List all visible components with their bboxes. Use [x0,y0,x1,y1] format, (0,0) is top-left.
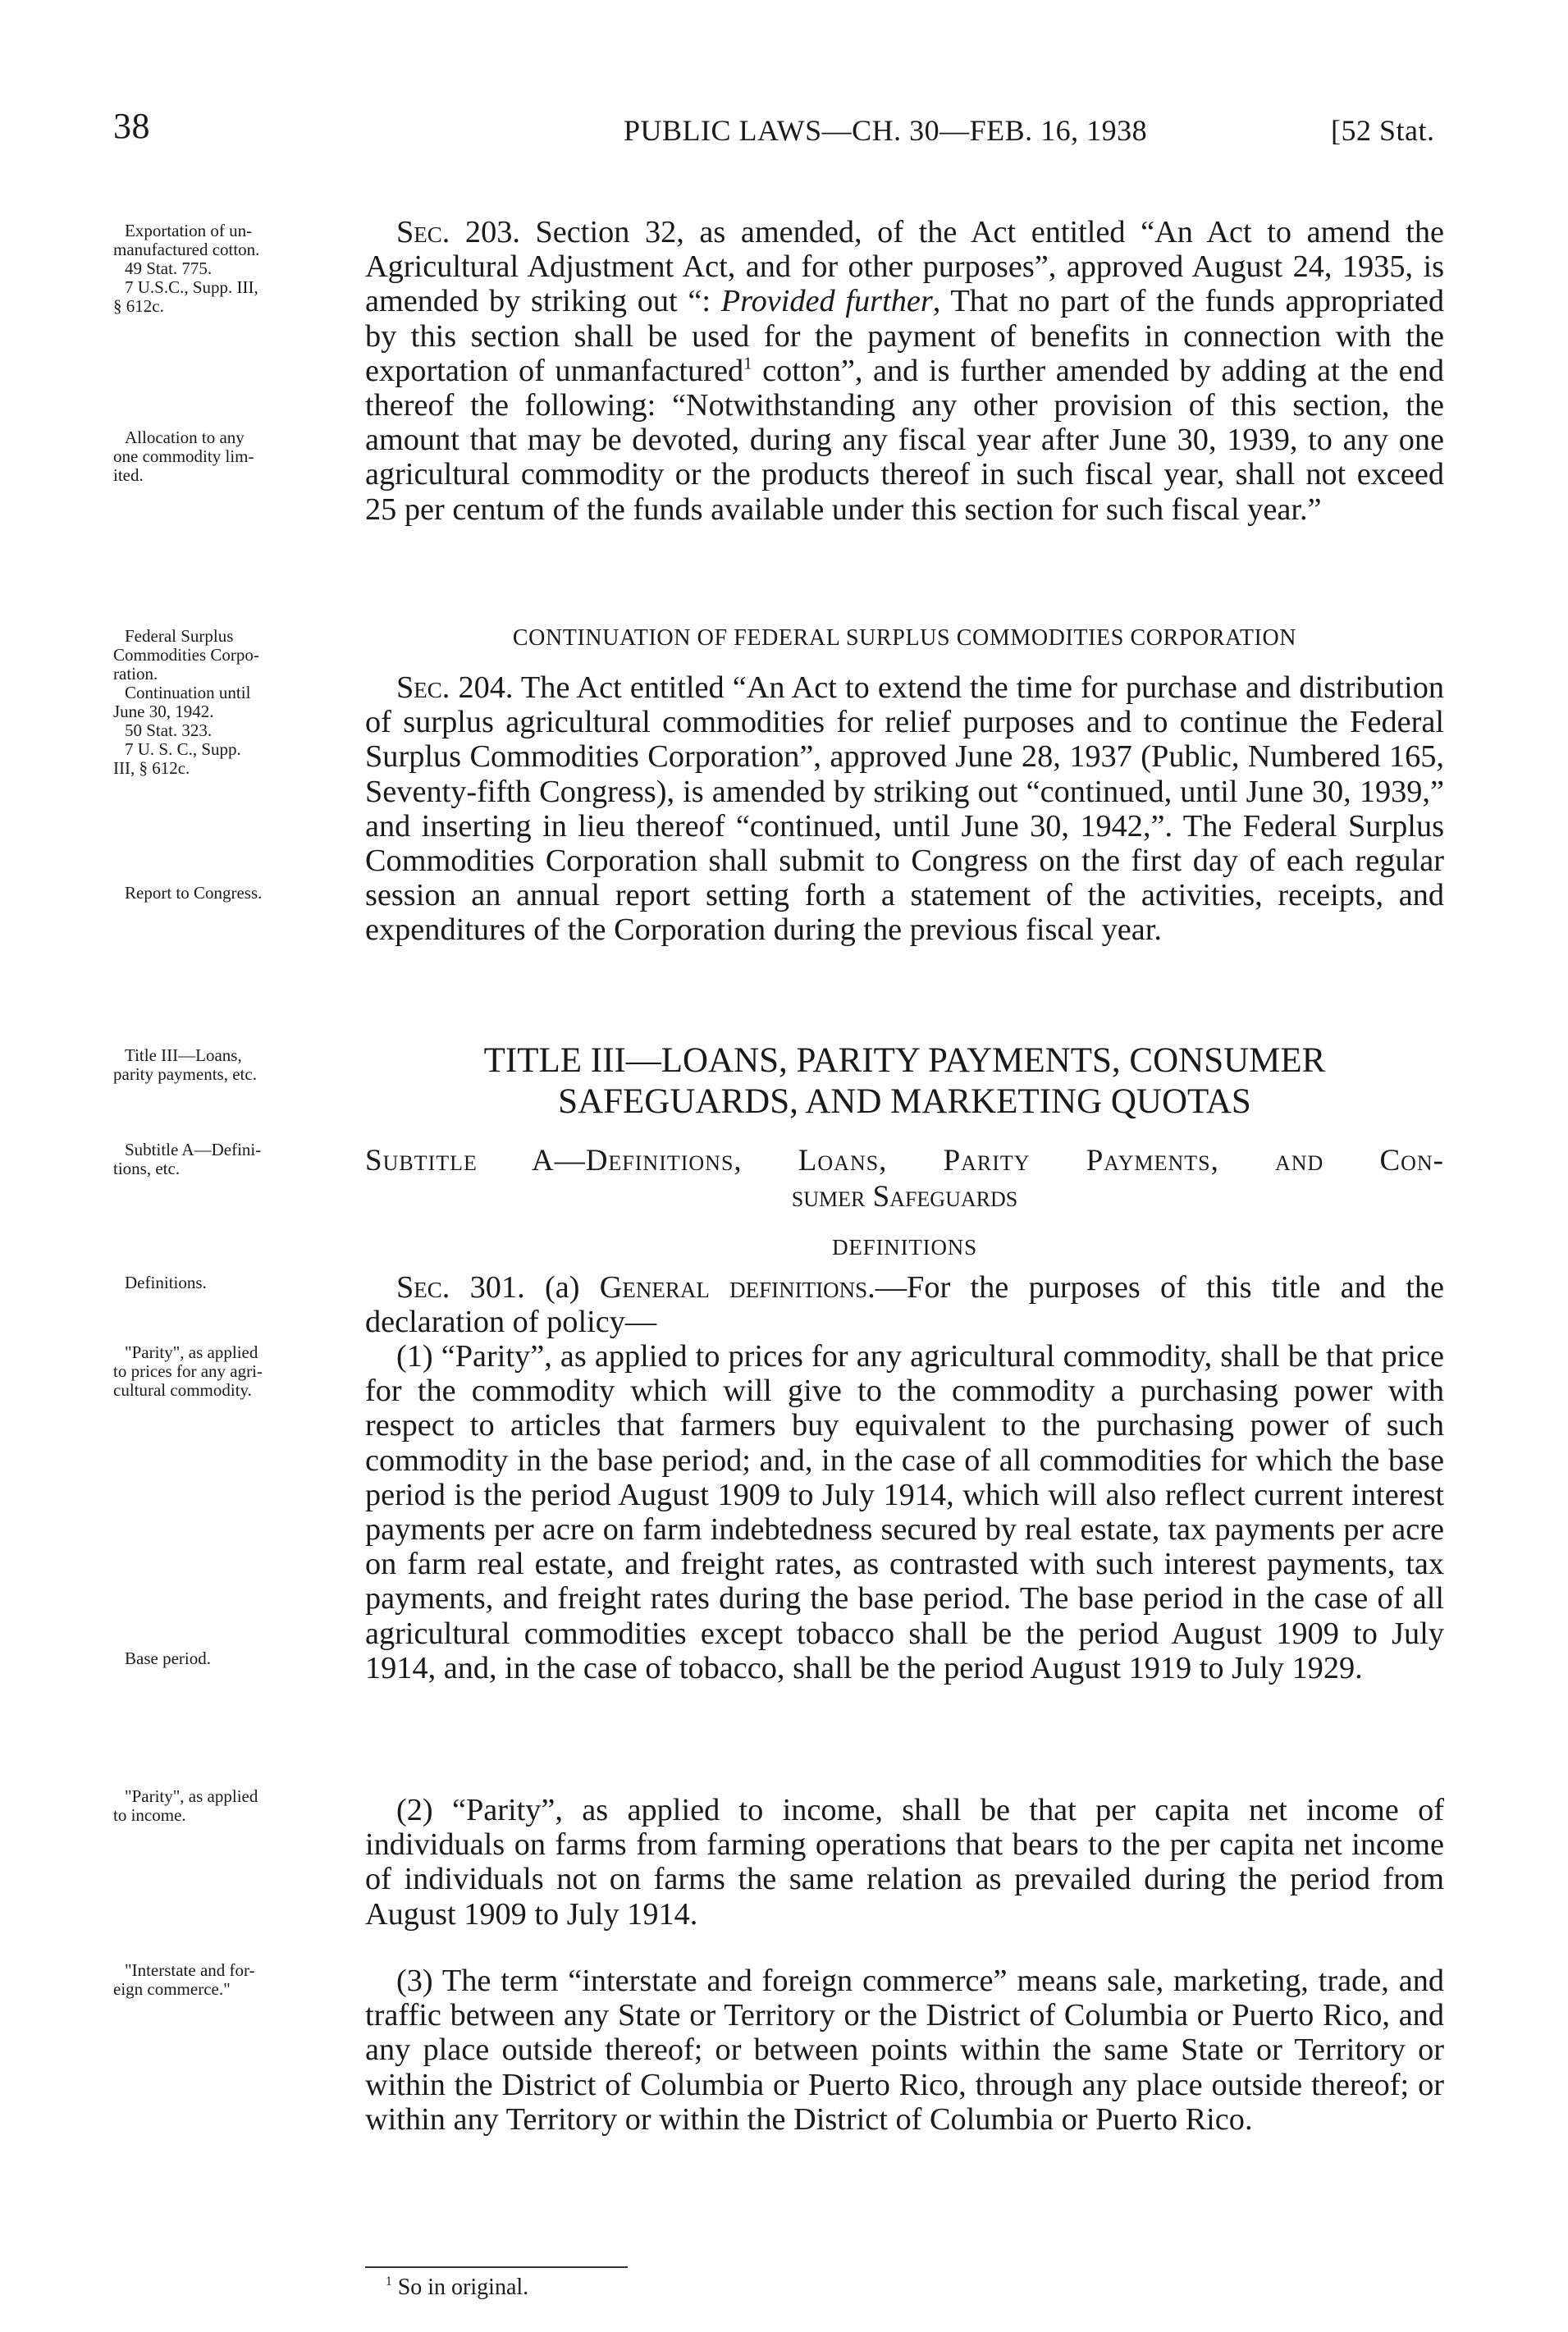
paragraph-3-interstate-commerce: (3) The term “interstate and foreign commerce” means sale, marketing, trade, and traffic between any State or Territory or the District of Columbia or Puerto Rico, and any place outside thereof; or between points within the same State or Territory or within the District of Columbia or Puerto Rico, through any place outside thereof; or within any Territory or within the District of Columbia or Puerto Rico. [365,1964,1444,2137]
subtitle-a-heading: Subtitle A—Definitions, Loans, Parity Payments, and Con- sumer Safeguards [365,1144,1444,1214]
footnote-ref: 1 [743,353,752,373]
paragraph-1-parity-prices: (1) “Parity”, as applied to prices for any agricultural commodity, shall be that price for the commodity which will give to the commodity a purchasing power with respect to articles that farmers buy equivalent to the purchasing power of such commodity in the base period; and, in the case of all commodities for which the base period is the period August 1909 to July 1914, which will also reflect current interest payments per acre on farm indebtedness secured by real estate, tax payments per acre on farm real estate, and freight rates, as contrasted with such interest payments, tax payments, and freight rates during the base period. The base period in the case of all agricultural commodities except tobacco shall be the period August 1909 to July 1914, and, in the case of tobacco, shall be the period August 1919 to July 1929. [365,1339,1444,1685]
margin-note-definitions: Definitions. [125,1273,207,1292]
fscc-heading: CONTINUATION OF FEDERAL SURPLUS COMMODITIES CORPORATION [512,625,1297,651]
section-203: Sec. 203. Section 32, as amended, of the Act entitled “An Act to amend the Agricultural Adjustment Act, and for other purposes”, approved August 24, 1935, is amended by striking out “: Provided further, That no part of the funds appropriated by this section shall be used for the payment of benefits in connection with the exportation of unmanfactured$^1$ cotton”, and is further amended by adding at the end thereof the following: “Notwithstanding any other provision of this section, the amount that may be devoted, during any fiscal year after June 30, 1939, to any one agricultural commodity or the products thereof in such fiscal year, shall not exceed 25 per centum of the funds available under this section for such fiscal year.” [365,215,1444,527]
margin-note-subtitle-a: Subtitle A—Defini- tions, etc. [113,1140,262,1178]
section-301-label: Sec. 301. [396,1270,525,1305]
section-203-label: Sec. 203. [396,215,520,249]
paragraph-2-parity-income: (2) “Parity”, as applied to income, shall be that per capita net income of individuals on farms from farming operations that bears to the per capita net income of individuals not on farms the same relation as prevailed during the period from August 1909 to July 1914. [365,1793,1444,1932]
page-number: 38 [113,106,150,146]
footnote-rule [365,2266,628,2268]
volume-reference: [52 Stat. [1331,114,1435,147]
section-204-label: Sec. 204. [396,670,514,705]
margin-note-title3: Title III—Loans, parity payments, etc. [113,1045,257,1084]
running-title: PUBLIC LAWS—CH. 30—FEB. 16, 1938 [624,114,1148,147]
title-iii-heading: TITLE III—LOANS, PARITY PAYMENTS, CONSUMER SAFEGUARDS, AND MARKETING QUOTAS [483,1041,1326,1121]
section-301: Sec. 301. (a) General definitions.—For the purposes of this title and the declaration of policy— [365,1270,1444,1340]
definitions-heading: DEFINITIONS [832,1235,977,1260]
footnote: $^1$ So in original. [386,2275,529,2300]
margin-note-base-period: Base period. [125,1648,211,1668]
margin-note-report: Report to Congress. [125,883,263,903]
margin-note-interstate: "Interstate and for- eign commerce." [113,1960,255,1999]
section-204: Sec. 204. The Act entitled “An Act to extend the time for purchase and distribution of surplus agricultural commodities for relief purposes and to continue the Federal Surplus Commodities Corporation”, approved June 28, 1937 (Public, Numbered 165, Seventy-fifth Congress), is amended by striking out “continued, until June 30, 1939,” and inserting in lieu thereof “continued, until June 30, 1942,”. The Federal Surplus Commodities Corporation shall submit to Congress on the first day of each regular session an annual report setting forth a statement of the activities, receipts, and expenditures of the Corporation during the previous fiscal year. [365,670,1445,948]
margin-note-allocation: Allocation to any one commodity lim- ited. [113,428,254,485]
margin-note-parity-prices: "Parity", as applied to prices for any agri- cultural commodity. [113,1342,263,1400]
margin-note-fscc: Federal Surplus Commodities Corpo- ration. Continuation until June 30, 1942. 50 Stat. 323. 7 U. S. C., Supp. III, § 612c. [113,626,259,778]
margin-note-parity-income: "Parity", as applied to income. [113,1786,258,1825]
margin-note-exportation: Exportation of un- manufactured cotton. 49 Stat. 775. 7 U.S.C., Supp. III, § 612c. [113,221,260,316]
